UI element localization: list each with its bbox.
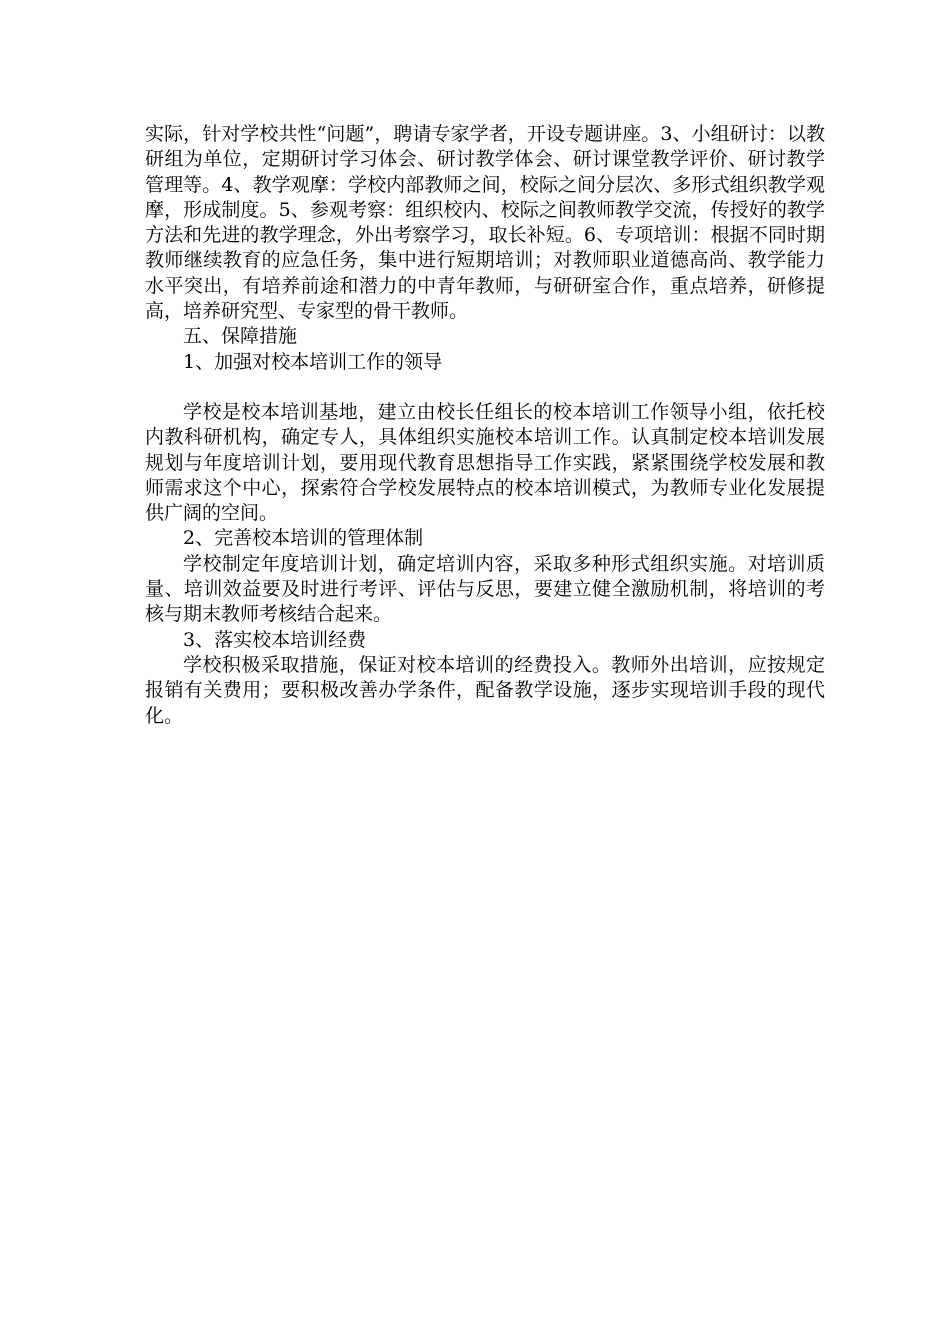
- subheading-management: 2、完善校本培训的管理体制: [183, 527, 424, 550]
- paragraph-leadership: 学校是校本培训基地，建立由校长任组长的校本培训工作领导小组，依托校内教科研机构，确定专人，具体组织实施校本培训工作。认真制定校本培训发展规划与年度培训计划，要用现代教育思想指导工作实践，紧紧围绕学校发展和教师需求这个中心，探索符合学校发展特点的校本培训模式，为教师专业化发展提供广阔的空间。: [145, 400, 825, 525]
- section-heading-safeguards: 五、保障措施: [183, 325, 298, 348]
- subheading-leadership: 1、加强对校本培训工作的领导: [183, 350, 443, 373]
- blank-line: [145, 375, 825, 400]
- paragraph-management: 学校制定年度培训计划，确定培训内容，采取多种形式组织实施。对培训质量、培训效益要及时进行考评、评估与反思，要建立健全激励机制，将培训的考核与期末教师考核结合起来。: [145, 552, 825, 626]
- paragraph-funding: 学校积极采取措施，保证对校本培训的经费投入。教师外出培训，应按规定报销有关费用；要积极改善办学条件，配备教学设施，逐步实现培训手段的现代化。: [145, 653, 825, 727]
- subheading-funding: 3、落实校本培训经费: [183, 628, 367, 651]
- paragraph-methods-continued: 实际，针对学校共性“问题”，聘请专家学者，开设专题讲座。3、小组研讨：以教研组为单位，定期研讨学习体会、研讨教学体会、研讨课堂教学评价、研讨教学管理等。4、教学观摩：学校内部教师之间，校际之间分层次、多形式组织教学观摩，形成制度。5、参观考察：组织校内、校际之间教师教学交流，传授好的教学方法和先进的教学理念，外出考察学习，取长补短。6、专项培训：根据不同时期教师继续教育的应急任务，集中进行短期培训；对教师职业道德高尚、教学能力水平突出，有培养前途和潜力的中青年教师，与研研室合作，重点培养，研修提高，培养研究型、专家型的骨干教师。: [145, 123, 825, 323]
- document-body: [145, 122, 825, 729]
